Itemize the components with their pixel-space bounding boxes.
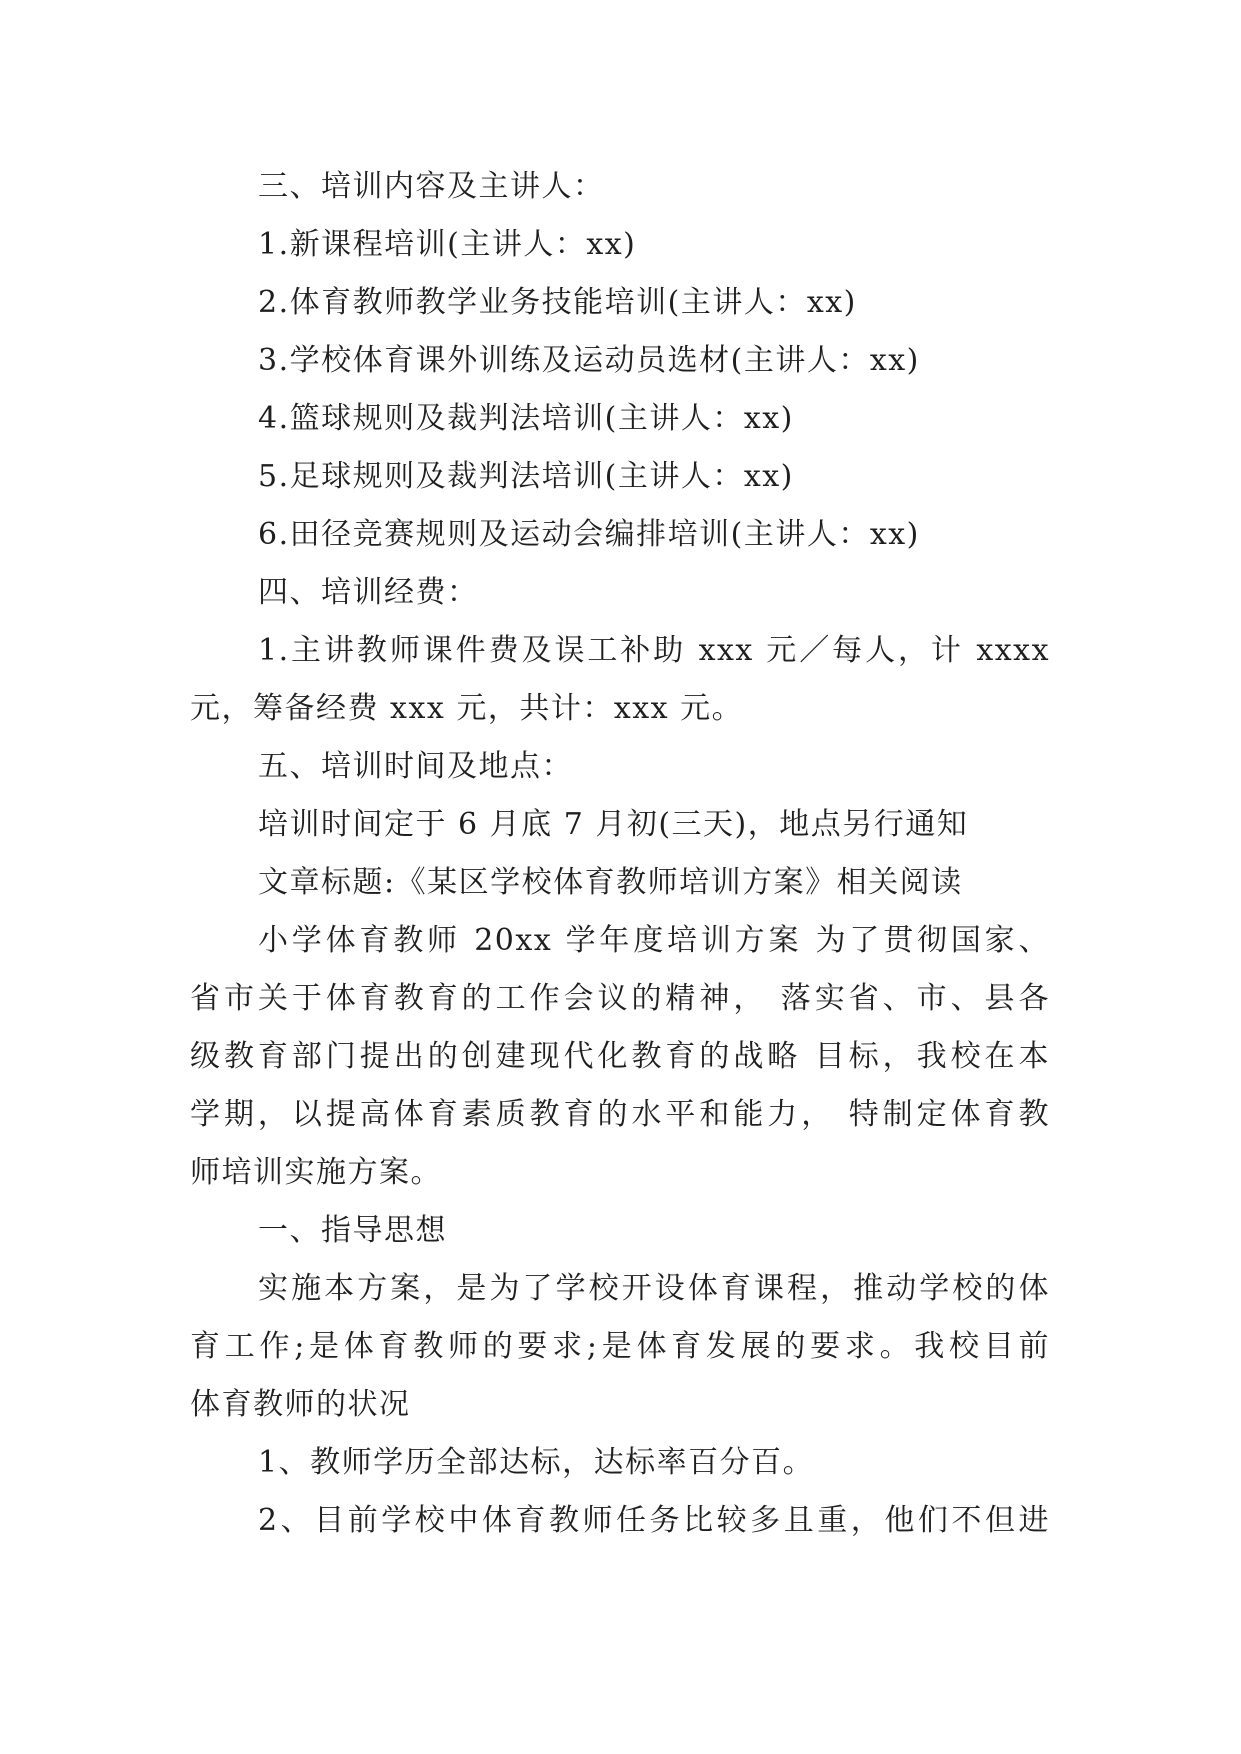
- related-reading-title: 文章标题:《某区学校体育教师培训方案》相关阅读: [258, 865, 963, 900]
- paragraph-line: 级教育部门提出的创建现代化教育的战略 目标，我校在本: [190, 1039, 1050, 1074]
- section-heading-funding: 四、培训经费：: [258, 575, 479, 610]
- section-heading-guiding-ideology: 一、指导思想: [258, 1213, 447, 1248]
- list-item: 6.田径竞赛规则及运动会编排培训(主讲人：xx): [258, 517, 920, 552]
- paragraph-line: 实施本方案，是为了学校开设体育课程，推动学校的体: [258, 1271, 1050, 1306]
- list-item: 2、目前学校中体育教师任务比较多且重，他们不但进: [258, 1503, 1050, 1538]
- paragraph-line: 元，筹备经费 xxx 元，共计：xxx 元。: [190, 691, 744, 726]
- paragraph-line: 省市关于体育教育的工作会议的精神， 落实省、市、县各: [190, 981, 1050, 1016]
- list-item: 2.体育教师教学业务技能培训(主讲人：xx): [258, 285, 857, 320]
- list-item: 1.新课程培训(主讲人：xx): [258, 227, 637, 262]
- section-heading-time-place: 五、培训时间及地点：: [258, 749, 573, 784]
- document-body: [190, 158, 1050, 1550]
- paragraph-line: 小学体育教师 20xx 学年度培训方案 为了贯彻国家、: [258, 923, 1050, 958]
- list-item: 1、教师学历全部达标，达标率百分百。: [258, 1445, 815, 1480]
- list-item: 5.足球规则及裁判法培训(主讲人：xx): [258, 459, 794, 494]
- section-heading-content: 三、培训内容及主讲人：: [258, 169, 605, 204]
- paragraph-line: 师培训实施方案。: [190, 1155, 442, 1190]
- paragraph-line: 1.主讲教师课件费及误工补助 xxx 元／每人，计 xxxx: [258, 633, 1050, 668]
- paragraph-line: 育工作;是体育教师的要求;是体育发展的要求。我校目前: [190, 1329, 1050, 1364]
- list-item: 4.篮球规则及裁判法培训(主讲人：xx): [258, 401, 794, 436]
- paragraph-line: 体育教师的状况: [190, 1387, 411, 1422]
- list-item: 3.学校体育课外训练及运动员选材(主讲人：xx): [258, 343, 920, 378]
- paragraph-line: 学期，以提高体育素质教育的水平和能力， 特制定体育教: [190, 1097, 1050, 1132]
- paragraph-line: 培训时间定于 6 月底 7 月初(三天)，地点另行通知: [258, 807, 969, 842]
